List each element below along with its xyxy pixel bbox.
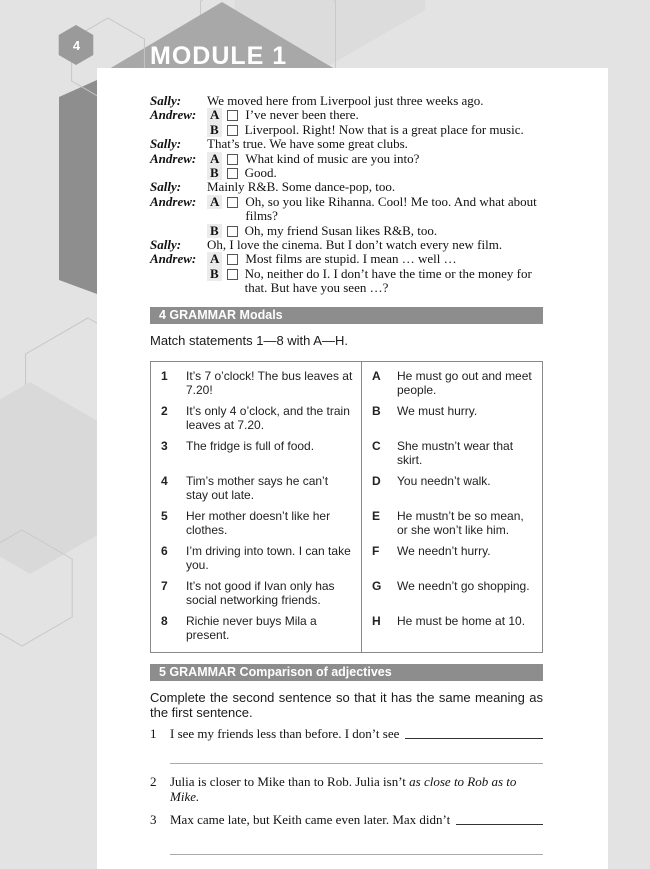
speaker-name: Sally: bbox=[150, 93, 182, 108]
option-letter: A bbox=[207, 195, 222, 209]
option-letter: B bbox=[207, 267, 222, 281]
section-header-grammar-modals: 4 GRAMMAR Modals bbox=[150, 307, 543, 324]
statement-text: Tim’s mother says he can’t stay out late. bbox=[186, 473, 329, 502]
item-text: I see my friends less than before. I don’t see bbox=[170, 725, 400, 741]
speaker-name: Andrew: bbox=[150, 150, 197, 166]
dialogue-line: That’s true. We have some great clubs. bbox=[207, 136, 408, 152]
option-text: Most films are stupid. I mean … well … bbox=[245, 251, 457, 267]
option-text: Oh, so you like Rihanna. Cool! Me too. And what about films? bbox=[245, 193, 537, 224]
answer-letter: F bbox=[372, 543, 380, 558]
option-text: What kind of music are you into? bbox=[245, 150, 420, 166]
statement-number: 5 bbox=[161, 508, 168, 523]
statement-number: 1 bbox=[161, 368, 168, 383]
answer-cell bbox=[361, 610, 542, 652]
dialogue-line: Mainly R&B. Some dance-pop, too. bbox=[207, 179, 396, 195]
statement-number: 6 bbox=[161, 543, 168, 558]
speaker-name: Andrew: bbox=[150, 251, 197, 267]
statement-text: I’m driving into town. I can take you. bbox=[186, 543, 351, 572]
dialogue-entry bbox=[150, 252, 543, 295]
dialogue-entry bbox=[150, 108, 543, 137]
option-text: Oh, my friend Susan likes R&B, too. bbox=[244, 222, 438, 238]
option-text: Good. bbox=[244, 165, 277, 181]
matching-table bbox=[150, 361, 543, 653]
answer-letter: D bbox=[372, 473, 381, 488]
dialogue-line: Oh, I love the cinema. But I don’t watch every new film. bbox=[207, 237, 503, 253]
statement-cell bbox=[151, 400, 361, 435]
answer-letter: B bbox=[372, 403, 381, 418]
statement-cell bbox=[151, 575, 361, 610]
statement-number: 2 bbox=[161, 403, 168, 418]
item-number: 3 bbox=[150, 811, 157, 827]
answer-checkbox[interactable] bbox=[227, 269, 238, 280]
answer-blank-line[interactable] bbox=[170, 854, 543, 855]
speaker-name: Sally: bbox=[150, 237, 182, 253]
dialogue-entry bbox=[150, 180, 543, 194]
dialogue-entry bbox=[150, 94, 543, 108]
statement-number: 7 bbox=[161, 578, 168, 593]
section-header-grammar-comparison: 5 GRAMMAR Comparison of adjectives bbox=[150, 664, 543, 681]
answer-cell bbox=[361, 505, 542, 540]
answer-text: He mustn’t be so mean, or she won’t like him. bbox=[397, 508, 524, 537]
answer-option bbox=[207, 195, 543, 224]
statement-cell bbox=[151, 505, 361, 540]
statement-number: 8 bbox=[161, 613, 168, 628]
exercise-instruction: Complete the second sentence so that it has the same meaning as the first sentence. bbox=[150, 689, 543, 720]
answer-option bbox=[207, 108, 543, 122]
answer-checkbox[interactable] bbox=[227, 197, 238, 208]
dialogue-entry bbox=[150, 152, 543, 181]
answer-letter: C bbox=[372, 438, 381, 453]
answer-checkbox[interactable] bbox=[227, 154, 238, 165]
answer-blank[interactable] bbox=[405, 726, 543, 739]
answer-option bbox=[207, 252, 543, 266]
item-answer-italic: as close to Rob as to Mike. bbox=[170, 773, 517, 804]
statement-cell bbox=[151, 362, 361, 401]
answer-cell bbox=[361, 540, 542, 575]
item-number: 1 bbox=[150, 725, 157, 741]
item-text: Julia is closer to Mike than to Rob. Julia isn’t bbox=[170, 773, 406, 789]
answer-option bbox=[207, 267, 543, 296]
answer-blank[interactable] bbox=[456, 812, 543, 825]
statement-cell bbox=[151, 540, 361, 575]
content-page bbox=[97, 68, 608, 869]
option-text: Liverpool. Right! Now that is a great place for music. bbox=[244, 121, 524, 137]
answer-checkbox[interactable] bbox=[227, 226, 238, 237]
statement-text: It’s only 4 o’clock, and the train leaves at 7.20. bbox=[186, 403, 350, 432]
answer-cell bbox=[361, 362, 542, 401]
side-band bbox=[59, 80, 97, 294]
answer-letter: G bbox=[372, 578, 382, 593]
answer-text: He must go out and meet people. bbox=[397, 368, 532, 397]
item-text: Max came late, but Keith came even later. Max didn’t bbox=[170, 811, 451, 827]
statement-number: 3 bbox=[161, 438, 168, 453]
exercise-instruction: Match statements 1—8 with A—H. bbox=[150, 332, 348, 348]
answer-cell bbox=[361, 575, 542, 610]
statement-text: It’s 7 o’clock! The bus leaves at 7.20! bbox=[186, 368, 353, 397]
exercise-item bbox=[150, 726, 543, 741]
answer-option bbox=[207, 152, 543, 166]
statement-cell bbox=[151, 610, 361, 652]
statement-text: Richie never buys Mila a present. bbox=[186, 613, 317, 642]
option-text: I’ve never been there. bbox=[245, 107, 359, 123]
module-title: MODULE 1 bbox=[150, 42, 288, 70]
dialogue-line: We moved here from Liverpool just three weeks ago. bbox=[207, 93, 484, 108]
statement-text: The fridge is full of food. bbox=[186, 438, 315, 453]
answer-text: We needn’t go shopping. bbox=[397, 578, 530, 593]
option-letter: A bbox=[207, 252, 222, 266]
answer-text: We must hurry. bbox=[397, 403, 478, 418]
option-letter: A bbox=[207, 108, 222, 122]
exercise-item bbox=[150, 812, 543, 827]
answer-checkbox[interactable] bbox=[227, 125, 238, 136]
answer-blank-line[interactable] bbox=[170, 763, 543, 764]
answer-cell bbox=[361, 400, 542, 435]
statement-text: It’s not good if Ivan only has social networking friends. bbox=[186, 578, 335, 607]
item-number: 2 bbox=[150, 773, 157, 789]
answer-letter: A bbox=[372, 368, 381, 383]
answer-checkbox[interactable] bbox=[227, 168, 238, 179]
answer-option bbox=[207, 224, 543, 238]
answer-option bbox=[207, 166, 543, 180]
statement-number: 4 bbox=[161, 473, 168, 488]
speaker-name: Sally: bbox=[150, 136, 182, 152]
answer-cell bbox=[361, 470, 542, 505]
answer-checkbox[interactable] bbox=[227, 254, 238, 265]
dialogue-entry bbox=[150, 195, 543, 238]
dialogue-block bbox=[150, 94, 543, 296]
statement-text: Her mother doesn’t like her clothes. bbox=[186, 508, 331, 537]
answer-cell bbox=[361, 435, 542, 470]
speaker-name: Sally: bbox=[150, 179, 182, 195]
statement-cell bbox=[151, 470, 361, 505]
statement-cell bbox=[151, 435, 361, 470]
option-letter: B bbox=[207, 166, 222, 180]
answer-letter: E bbox=[372, 508, 381, 523]
answer-text: She mustn’t wear that skirt. bbox=[397, 438, 514, 467]
answer-letter: H bbox=[372, 613, 381, 628]
speaker-name: Andrew: bbox=[150, 107, 197, 123]
page-number: 4 bbox=[72, 38, 81, 53]
comparison-exercise bbox=[150, 726, 543, 855]
exercise-item bbox=[150, 774, 543, 804]
option-text: No, neither do I. I don’t have the time or the money for that. But have you seen …? bbox=[244, 265, 532, 296]
answer-option bbox=[207, 123, 543, 137]
answer-text: He must be home at 10. bbox=[397, 613, 526, 628]
answer-text: You needn’t walk. bbox=[397, 473, 491, 488]
option-letter: B bbox=[207, 224, 222, 238]
speaker-name: Andrew: bbox=[150, 193, 197, 209]
dialogue-entry bbox=[150, 137, 543, 151]
answer-checkbox[interactable] bbox=[227, 110, 238, 121]
option-letter: A bbox=[207, 152, 222, 166]
answer-text: We needn’t hurry. bbox=[397, 543, 491, 558]
dialogue-entry bbox=[150, 238, 543, 252]
option-letter: B bbox=[207, 123, 222, 137]
